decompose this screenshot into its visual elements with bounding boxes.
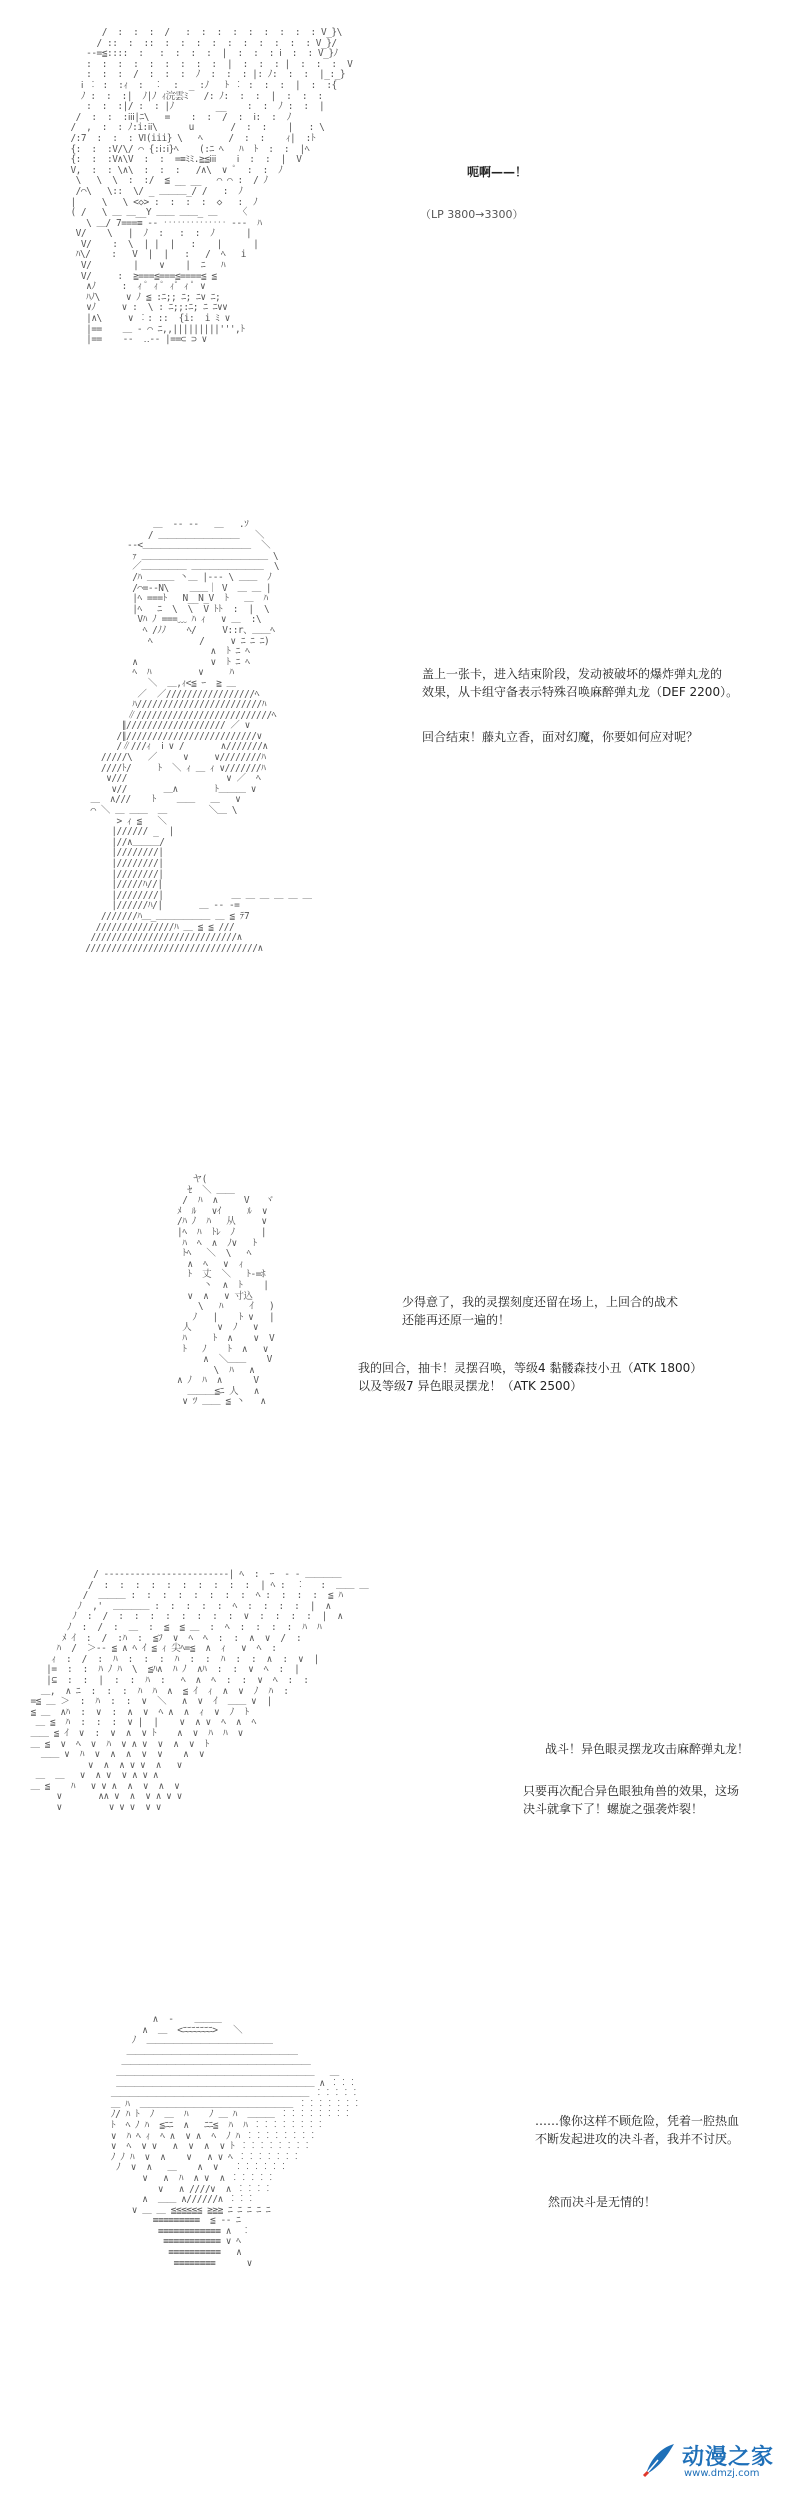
- watermark-url: www.dmzj.com: [684, 2468, 760, 2479]
- dialogue-pendulum-scale: 少得意了，我的灵摆刻度还留在场上，上回合的战术 还能再还原一遍的！: [402, 1295, 679, 1327]
- dialogue-turn-end: 回合结束！藤丸立香，面对幻魔，你要如何应对呢？: [422, 730, 699, 744]
- panel-1: [0, 0, 800, 460]
- dialogue-duelist-praise: ……像你这样不顾危险，凭着一腔热血 不断发起进攻的决斗者，我并不讨厌。: [535, 2114, 740, 2146]
- narration-pendulum-summon: 我的回合，抽卡！灵摆召唤，等级4 黏髅森技小丑（ATK 1800） 以及等级7 异色眼灵摆龙！（ATK 2500）: [358, 1361, 703, 1393]
- panel-5: [0, 2015, 800, 2494]
- watermark-name: 动漫之家: [682, 2445, 775, 2470]
- panel-3: [0, 1175, 800, 1565]
- life-points-change: （LP 3800→3300）: [420, 208, 524, 221]
- dialogue-scream: 呃啊——！: [467, 165, 528, 179]
- narration-set-card: 盖上一张卡，进入结束阶段，发动被破坏的爆炸弹丸龙的 效果，从卡组守备表示特殊召唤麻醉弹丸龙（DEF 2200）。: [422, 667, 739, 699]
- dialogue-battle: 战斗！异色眼灵摆龙攻击麻醉弹丸龙！: [545, 1742, 750, 1756]
- site-watermark: [638, 2436, 788, 2486]
- quill-logo-icon: [638, 2440, 678, 2480]
- ascii-art-4: / ‐‐‐‐‐‐‐‐‐‐‐‐‐‐‐‐‐‐‐‐‐‐‐‐| ﾍ : ｰ ‐ ‐ ＿＿＿＿ / : : : : : : : : : : | ﾍ : ︰ : ＿＿ ＿ / ＿＿＿ : : : : : : : : ﾍ : : : : ≦ ﾊ ﾉ ,' ＿＿＿＿ : : : : : ﾍ : : : : | ∧ ﾉ : / : : : : : : : : ∨ : : : : | ∧ ﾉ : / : ＿ : ≦ ≦ ＿ : ﾍ : : : : ﾊ ﾊ ﾒ ｲ : / :ﾊ : ≦ﾌ ∨ ﾍ ﾍ : : ∧ ∨ / : ﾊ / ＞‐‐ ≦ ∧ ﾍ ｲ ≦ ｨ 尖ﾍ=≦ ∧ ｨ ∨ ﾍ : ｨ : / : ﾊ : : : ﾊ : : ﾊ : : ∧ : ∨ | |= : : ﾊ ﾉ ﾊ \ ≦ﾊ∧ ﾊ ﾉ ∧ﾊ : : ∨ ﾍ : | |⊆ : : | : : ﾊ : ﾍ ∧ ﾍ : : ∨ ﾍ : : ＿, ∧ ﾆ : : : ﾊ ﾊ ∧ ≦ ｲ ｨ ∧ ∨ ﾉ ﾊ : =≦ ＿ ＞ : ﾊ : : ∨ ＼ ∧ ∨ ｲ ＿＿ ∨ | ≦ ＿ ∧ﾊ : ∨ : ∧ ∨ ﾍ ∧ ∧ ｨ ∨ ﾉ ﾄ ＿ ≦ ﾊ : : : ∨ | | ∨ ∧ ∨ ﾍ ∧ ﾍ ＿＿ ≦ ｲ ∨ : ∨ ∧ ∨ ﾄ ∧ ∨ ﾊ ﾊ ∨ ＿ ≦ ∨ ﾍ ∨ ﾊ ∨ ∧ ∨ ∨ ∧ ∨ ﾄ ＿＿ ∨ ﾊ ∨ ∧ ∧ ∨ ∨ ∧ ∨ ∨ ∧ ∧ ∨ ∨ ∧ ∨ ＿ ＿ ∨ ∧ ∨ ∨ ∧ ∨ ∧ ＿ ≦ ﾊ ∨ ∨ ∧ ∧ ∨ ∧ ∨ ∨ ∧∧ ∨ ∧ ∨ ∧ ∨ ∨ ∨ ∨ ∨ ∨ ∨ ∨: [30, 1569, 369, 1814]
- panel-4: [0, 1570, 800, 1965]
- panel-2: [0, 520, 800, 1180]
- dialogue-spiral-strike: 只要再次配合异色眼独角兽的效果，这场 决斗就拿下了！螺旋之强袭炸裂！: [523, 1784, 740, 1816]
- ascii-art-1: / : : : / : : : : : : : : : V_}\ / :: : :: : : : : : : : : : : V_}/ -‐=≦:::: : : : : : | : : : ⅰ : : V_}ﾉ : : : : : : : : : | : : : | : : : V : : : / : : : ﾉ : : : |: ﾉ: : : |_:_} ⅰ ︰ : :ｨ : ︰ : _ :ﾉ ﾄ ︰ : : : | : :{ ﾉ : : :| ﾉ|ﾉ ｨ浣雲ﾐ /: ﾉ: : : | : : : : : :|/ : : |ﾉ __ : : ﾉ : : | / : : :ⅰⅰⅰ|ﾆ\ = : : / : ⅰ: : ﾉ / , : : ﾉ:i:ⅰⅰ\ u / : : | : \ /:7 : : : VⅠ(iii} \ ﾍ / : : ｨ| :ﾄ {: : :V/\/ ⌒ {:ⅰ:ⅰ}ﾍ (:ﾆ ﾍ ﾊ ﾄ : : |ﾍ {: : :V∧\V : : =≡ﾐﾐ.≧≦ⅰⅰⅰ ⅰ : : | V V, : : \∧\ : : : /∧\ ∨ ﾟ : : ﾉ \ \ \ : :/ ≦ __ __ ⌒ ⌒ : / ﾉ /⌒\ \:: \/ _ ＿＿＿_/ / : ﾉ | \ \ <◇> : : : : ◇ : ﾉ ( / \ ＿ ＿__Y ＿＿ ＿＿_ ＿ 〈 \ ＿/ 7===≡ -‐ ‥‥‥‥‥‥‥ -‐- ﾊ V/ \ | ﾉ : : : ﾉ | V/ : \ | | | : | | ﾊ\/ : V | | : / ﾍ i V/ | ∨ | ﾆ ﾊ V/ : ≧===≦===≦====≦ ≦ ∧ﾉ : ｨ ﾟ ｨ ﾟ ｨﾟ ｨ ﾟ ∨ ﾊﾉ\ ∨ ﾉ ≦ :ﾆ;; ﾆ; ﾆ∨ ﾆ; ∨ﾉ ∨ : \ : ﾆ;;:ﾆ; ﾆ ﾆ∨∨ |∧\ ∨ ︰: :: {i: i ﾐ ∨ |== ＿ ‐ ⌒ ﾆ,,|||||||||''',ﾄ |== ‐‐ ‥‐‐ |==⊂ ⊃ ∨: [70, 27, 353, 346]
- ascii-art-5: ∧ ‐ ＿＿＿ ∧ ＿ <ﾆﾆﾆﾆﾆﾆﾆ> ＼ ﾉ ＿＿＿＿＿＿＿＿＿＿＿＿＿＿ ＿＿＿＿＿＿＿＿＿＿＿＿＿＿＿＿＿＿＿ ＿＿＿＿＿＿＿＿＿＿＿＿＿＿＿＿＿＿＿＿＿ ＿＿＿＿＿＿＿＿＿＿＿＿＿＿＿＿＿＿＿＿＿＿ ＿ ＿＿＿＿＿＿＿＿＿＿＿＿＿＿＿＿＿＿＿＿＿＿ ∧ ︰︰︰ ＿＿＿＿＿＿＿＿＿＿＿＿＿＿＿＿＿＿＿＿＿＿ ︰︰︰︰︰ ＿ ﾊ ＿＿＿＿＿＿＿＿＿＿＿＿＿＿＿＿＿ ︰︰︰︰︰︰︰ ﾉ/ ﾊ ﾄ ﾉ ＿ ﾊ ﾉ ＿ ﾊ ＿＿＿ ︰︰︰︰︰︰︰︰ ﾄ ﾍ ﾉ ﾊ ≦ﾆﾆ ∧ ﾆﾆ≦ ﾊ ﾊ ︰︰︰︰︰︰︰︰ ∨ ﾊ ﾍ ｨ ﾍ ∧ ∨ ∧ ﾍ ﾉ ﾊ ︰︰︰︰︰︰︰︰ ∨ ﾍ ∨ ∨ ∧ ∨ ∧ ∨ ﾄ ︰︰︰︰︰︰︰︰ ﾉ ﾉ ﾊ ∨ ∧ ∨ ∧ ∨ ﾍ ︰︰︰︰︰︰︰ ﾉ ∨ ∧ ＿ ∧ ∨ ︰︰︰︰︰︰ ∨ ∧ ﾊ ∧ ∨ ∧ ︰︰︰︰︰ ∨ ∧ ////∨ ∧ ︰︰︰︰ ∧ ＿＿ ∧//////∧ ︰︰︰ ∨ ＿ ＿ ≦≦≦≦≦≦ ≧≧≧ ﾆ ﾆ ﾆ ﾆ ﾆ ≡≡≡≡≡≡≡≡≡ ≦ ‐‐ ﾆ ≡≡≡≡≡≡≡≡≡≡≡≡ ∧ ︰ ≡≡≡≡≡≡≡≡≡≡≡ ∨ ﾍ ≡≡≡≡≡≡≡≡≡≡ ∧ ≡≡≡≡≡≡≡≡ ∨: [110, 2014, 362, 2269]
- ascii-art-2: ＿ ‐‐ ‐‐ ＿ .ｿ / ＿＿＿＿＿＿＿＿＿ ＼ -‐<＿＿＿＿＿＿＿＿＿＿＿＿ ＼ ｧ ＿＿＿＿＿＿＿＿＿＿＿＿＿＿ \ ／＿＿＿＿＿ ＿＿＿＿＿＿＿＿ \ /ﾊ ＿＿＿ 丶＿ |-‐‐ \ ＿＿ ﾉ /⌒=‐‐N\ ＿＿｜ V ＿ ＿ | |ﾍ ===ﾄ N__N_V ﾄ ＿ ﾊ |ﾍ ﾆ \ \ V ﾄﾄ : | \ Vﾊ ﾉ ===﹏ ﾊ ｨ ∨ ＿ :\ ﾍ /ﾉﾉ ﾍ/ V::r、＿＿ﾍ ﾍ / ∨ ﾆ ﾆ ﾆ) ∧ ﾄ ﾆ ﾍ ∧ ∨ ﾄ ﾆ ﾍ ﾍ ﾊ ∨ ﾊ ＼ ＿,ｨ<≦ ｰ ≧ ＿ ／ ／/////////////////ﾍ ﾊ////////////////////////ﾊ ∥//////////////////////////ﾍ ∥/////////////////// ／ ∨ /∥/////////////////////////∨ /∥///ｨ ⅰ ∨ / ∧///////∧ /////\ ／ ∨ ∨////////ﾊ ////ﾄ/ ﾄ ＼ ｨ ＿ ｨ ∨///////ﾊ ∨/// ∨ ／ ﾍ ∨// ＿∧ ﾄ＿＿＿ ∨ ＿ ∧/// ﾄ ＿＿ ＿ ∨ ⌒ ＼ ＿ ＿＿ ＿ ＼＿ \ > ｨ ≦ ＼ |////// _ | |//∧＿＿＿/ |////////| |////////| |////////| |/////ﾊ//| |////////| ＿ ＿ ＿ ＿ ＿ ＿ |//////ﾊ/| ＿ -‐ ‐= ///////ﾊ＿_＿＿＿＿＿＿ ＿ ≦ ﾃ7 ///////////////ﾊ ＿ ≦ ≦ /// ////////////////////////////∧ /////////////////////////////////∧: [85, 519, 312, 954]
- dialogue-duel-merciless: 然而决斗是无情的！: [548, 2195, 657, 2209]
- ascii-art-3: ヤ( ｾ ＼ ＿＿ / ﾊ ∧ V ヾ ﾒ ﾙ ∨ｲ ﾙ ∨ /ﾊ ﾉ ﾊ 从 ∨ |ﾍ ﾊ ﾄﾚ ﾉ | ﾊ ﾍ ∧ ﾉ∨ ﾄ ﾄﾍ ＼ \ ﾍ ∧ ﾍ ∨ ｨ ﾄ 丈 ＼ ﾄ‐=ﾎ 丶 ∧ ﾄ | ∨ ∧ ∨ 寸込 \ ﾊ ｲ ) ﾉ | ﾄ ∨ | 人 ∨ ﾉ ∨ ﾊ ﾄ ∧ ∨ V ﾄ ﾉ ﾄ ∧ ∨ ∧ ＼＿＿ V \ ﾊ ∧ ∧ ﾉ ﾊ ∧ V ＿＿＿≦ﾆ 人 ∧ ∨ ﾂ ＿＿ ≦ 丶 ∧: [176, 1174, 275, 1408]
